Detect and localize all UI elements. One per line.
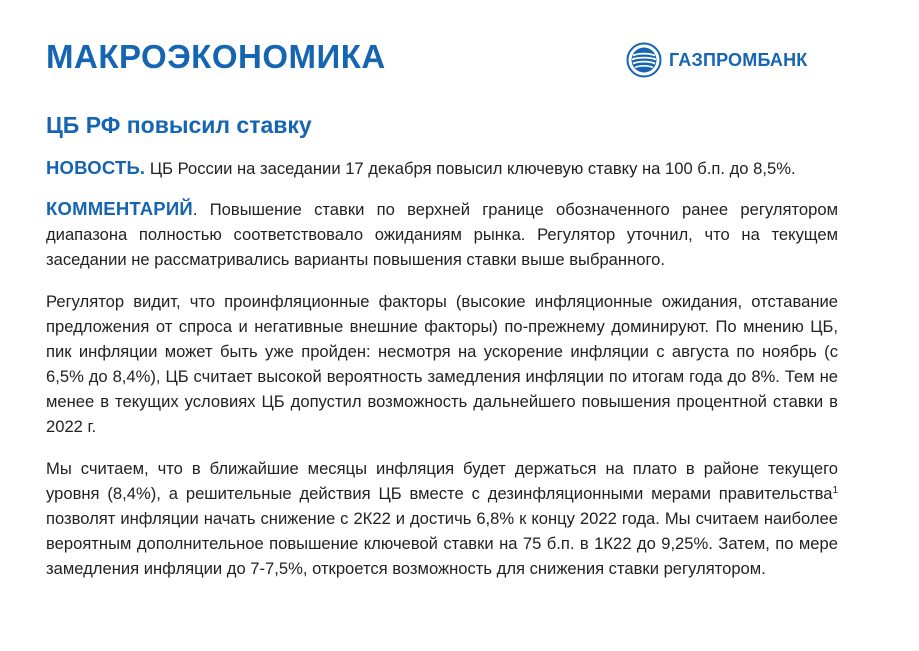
news-label: НОВОСТЬ. (46, 157, 146, 178)
forecast-text-part1: Мы считаем, что в ближайшие месяцы инфляция будет держаться на плато в районе текущего уровня (8,4%), а решительные действия ЦБ вместе с дезинфляционными мерами правительства (46, 459, 838, 503)
footnote-marker: 1 (832, 485, 838, 496)
gazprombank-logo-icon (626, 42, 662, 78)
page-title: МАКРОЭКОНОМИКА (46, 38, 386, 75)
forecast-text-part2: позволят инфляции начать снижение с 2К22 и достичь 6,8% к концу 2022 года. Мы считаем наиболее вероятным дополнительное повышение ключевой ставки на 75 б.п. в 1К22 до 9,25%. Затем, по мере замедления инфляции до 7-7,5%, откроется возможность для снижения ставки регулятором. (46, 509, 838, 578)
forecast-paragraph (46, 456, 838, 581)
article-body (46, 155, 838, 581)
news-text: ЦБ России на заседании 17 декабря повысил ключевую ставку на 100 б.п. до 8,5%. (145, 159, 796, 178)
section-title: ЦБ РФ повысил ставку (46, 112, 312, 138)
comment-paragraph (46, 196, 838, 272)
regulator-paragraph: Регулятор видит, что проинфляционные факторы (высокие инфляционные ожидания, отставание предложения от спроса и негативные внешние факторы) по-прежнему доминируют. По мнению ЦБ, пик инфляции может быть уже пройден: несмотря на ускорение инфляции с августа по ноябрь (с 6,5% до 8,4%), ЦБ считает высокой вероятность замедления инфляции по итогам года до 8%. Тем не менее в текущих условиях ЦБ допустил возможность дальнейшего повышения процентной ставки в 2022 г. (46, 292, 838, 436)
logo-text: ГАЗПРОМБАНК (669, 49, 808, 70)
comment-text: . Повышение ставки по верхней границе обозначенного ранее регулятором диапазона полностью соответствовало ожиданиям рынка. Регулятор уточнил, что на текущем заседании не рассматривались варианты повышения ставки выше выбранного. (46, 200, 838, 269)
gazprombank-logo (626, 42, 807, 78)
header (46, 36, 876, 86)
news-paragraph (46, 155, 838, 181)
comment-label: КОММЕНТАРИЙ (46, 198, 193, 219)
